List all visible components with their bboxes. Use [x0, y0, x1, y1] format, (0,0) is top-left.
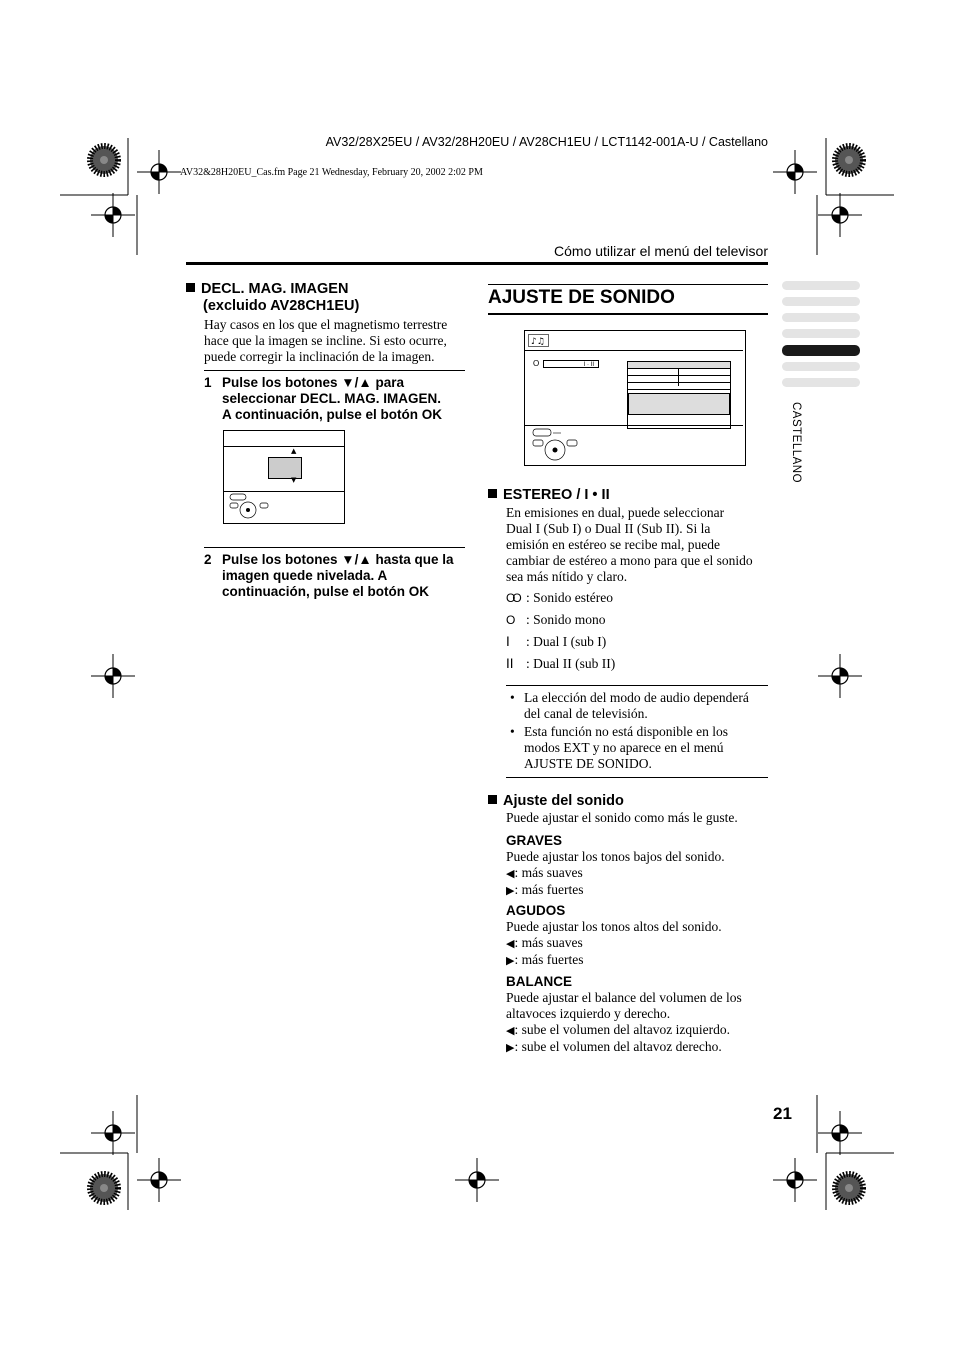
- remote-buttons-icon: [531, 427, 591, 463]
- dual-2-icon: II: [506, 656, 514, 671]
- remote-buttons-icon: [228, 493, 278, 521]
- step2-rule: [204, 547, 465, 548]
- model-line: AV32/28X25EU / AV32/28H20EU / AV28CH1EU / LCT1142-001A-U / Castellano: [325, 135, 768, 149]
- left-arrow-icon: ◀: [506, 1024, 515, 1037]
- side-tab-label: CASTELLANO: [790, 402, 802, 484]
- graves-text: Puede ajustar los tonos bajos del sonido. ◀: más suaves ▶: más fuertes: [506, 849, 725, 897]
- mode-dual-1: I : Dual I (sub I): [506, 634, 607, 649]
- notes: [510, 690, 768, 772]
- sound-settings-panel: [627, 361, 731, 429]
- left-arrow-icon: ◀: [506, 937, 515, 950]
- mode-list: [506, 590, 766, 678]
- up-arrow-icon: ▲: [291, 447, 297, 455]
- right-arrow-icon: ▶: [506, 1041, 515, 1054]
- step1-rule: [204, 370, 465, 371]
- ajuste-text: Puede ajustar el sonido como más le guste.: [506, 810, 738, 825]
- notes-rule-top: [506, 685, 768, 686]
- right-arrow-icon: ▶: [506, 884, 515, 897]
- mono-icon: O: [506, 613, 516, 627]
- decl-heading: DECL. MAG. IMAGEN (excluido AV28CH1EU): [186, 281, 476, 315]
- mode-mono: O : Sonido mono: [506, 612, 606, 627]
- decl-intro: Hay casos en los que el magnetismo terrestre hace que la imagen se incline. Si esto ocurre, puede corregir la inclinación de la imagen.: [204, 317, 448, 364]
- agudos-heading: AGUDOS: [506, 903, 566, 918]
- estereo-text: En emisiones en dual, puede seleccionar Dual I (Sub I) o Dual II (Sub II). Si la emisión en estéreo se recibe mal, puede cambiar de estéreo a mono para que el sonido sea más nítido y claro.: [506, 505, 753, 584]
- step-1-text: Pulse los botones ▼/▲ para seleccionar DECL. MAG. IMAGEN. A continuación, pulse el botón OK: [222, 375, 443, 422]
- note-item: • La elección del modo de audio dependerá del canal de televisión.: [510, 690, 749, 721]
- svg-text:♪♫: ♪♫: [531, 337, 545, 347]
- page-number: 21: [773, 1104, 792, 1123]
- sound-menu-icon: [528, 334, 550, 348]
- step-2-number: 2: [204, 552, 212, 567]
- title-rule-top: [488, 284, 768, 285]
- down-arrow-icon: ▼: [291, 476, 297, 484]
- section-title: Cómo utilizar el menú del televisor: [554, 243, 768, 259]
- agudos-text: Puede ajustar los tonos altos del sonido. ◀: más suaves ▶: más fuertes: [506, 919, 722, 967]
- step-2-text: Pulse los botones ▼/▲ hasta que la imagen quede nivelada. A continuación, pulse el botón OK: [222, 552, 454, 599]
- tilt-box: [268, 457, 302, 479]
- left-arrow-icon: ◀: [506, 867, 515, 880]
- ajuste-heading: Ajuste del sonido: [488, 793, 624, 810]
- sound-mode-value: I · II: [543, 360, 599, 368]
- dual-1-icon: I: [506, 634, 510, 649]
- page-title: AJUSTE DE SONIDO: [488, 287, 675, 308]
- header-rule: [186, 262, 768, 265]
- tilt-menu-screen: [223, 430, 345, 524]
- right-arrow-icon: ▶: [506, 954, 515, 967]
- step-1-number: 1: [204, 375, 212, 390]
- balance-text: Puede ajustar el balance del volumen de los altavoces izquierdo y derecho. ◀: sube el volumen del altavoz izquierdo. ▶: sube el volumen del altavoz derecho.: [506, 990, 742, 1054]
- stereo-icon: OO: [506, 591, 519, 605]
- notes-rule-bottom: [506, 777, 768, 778]
- estereo-heading: ESTEREO / I • II: [488, 487, 610, 504]
- sound-menu-screen: [524, 330, 746, 466]
- note-item: • Esta función no está disponible en los modos EXT y no aparece en el menú AJUSTE DE SONIDO.: [510, 724, 728, 771]
- mode-stereo: OO : Sonido estéreo: [506, 590, 613, 605]
- stereo-icon: O: [533, 359, 540, 368]
- file-info: AV32&28H20EU_Cas.fm Page 21 Wednesday, February 20, 2002 2:02 PM: [180, 167, 483, 178]
- mode-dual-2: II : Dual II (sub II): [506, 656, 616, 671]
- graves-heading: GRAVES: [506, 833, 563, 848]
- balance-heading: BALANCE: [506, 974, 572, 989]
- title-rule-bottom: [488, 313, 768, 315]
